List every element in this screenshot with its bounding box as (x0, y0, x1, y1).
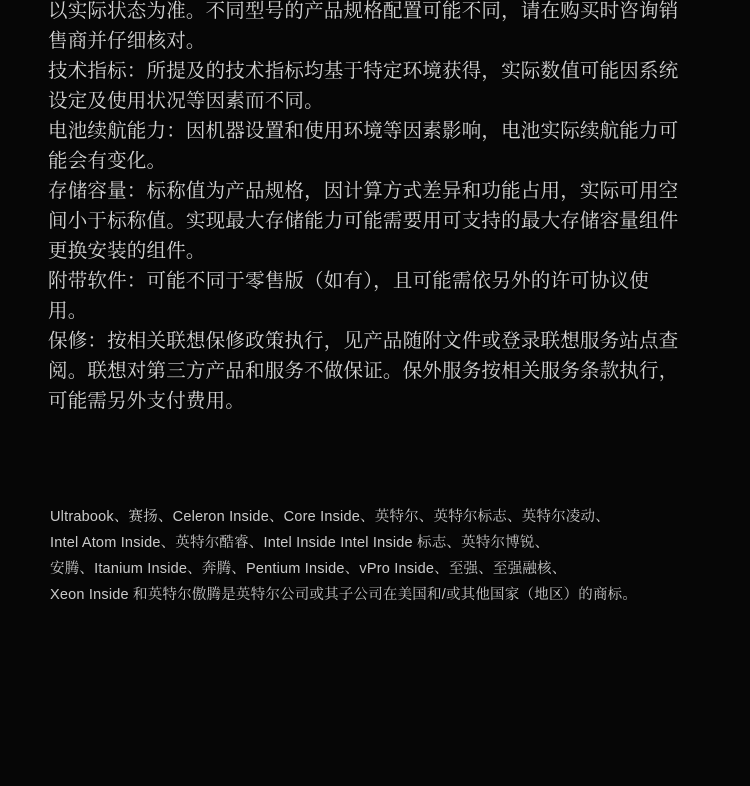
disclaimer-paragraph-4: 存储容量：标称值为产品规格，因计算方式差异和功能占用，实际可用空间小于标称值。实现最大存储能力可能需要用可支持的最大存储容量组件更换安装的组件。 (48, 180, 679, 262)
disclaimer-paragraph-2: 技术指标：所提及的技术指标均基于特定环境获得，实际数值可能因系统设定及使用状况等因素而不同。 (48, 60, 679, 112)
disclaimer-paragraph-3: 电池续航能力：因机器设置和使用环境等因素影响，电池实际续航能力可能会有变化。 (48, 120, 679, 172)
trademark-line-4: Xeon Inside 和英特尔傲腾是英特尔公司或其子公司在美国和/或其他国家（地区）的商标。 (50, 587, 638, 603)
disclaimer-paragraph-6: 保修：按相关联想保修政策执行，见产品随附文件或登录联想服务站点查阅。联想对第三方产品和服务不做保证。保外服务按相关服务条款执行，可能需另外支付费用。 (48, 330, 679, 412)
trademark-line-2: Intel Atom Inside、英特尔酷睿、Intel Inside Intel Inside 标志、英特尔博锐、 (50, 535, 550, 551)
trademark-line-1: Ultrabook、赛扬、Celeron Inside、Core Inside、英特尔、英特尔标志、英特尔凌动、 (50, 509, 610, 525)
disclaimer-paragraph-5: 附带软件：可能不同于零售版（如有），且可能需依另外的许可协议使用。 (48, 270, 649, 322)
disclaimer-paragraph-1: 以实际状态为准。不同型号的产品规格配置可能不同，请在购买时咨询销售商并仔细核对。 (48, 0, 679, 52)
trademark-line-3: 安腾、Itanium Inside、奔腾、Pentium Inside、vPro Inside、至强、至强融核、 (50, 561, 567, 577)
disclaimer-section (48, 0, 688, 416)
trademark-notice (50, 504, 690, 608)
